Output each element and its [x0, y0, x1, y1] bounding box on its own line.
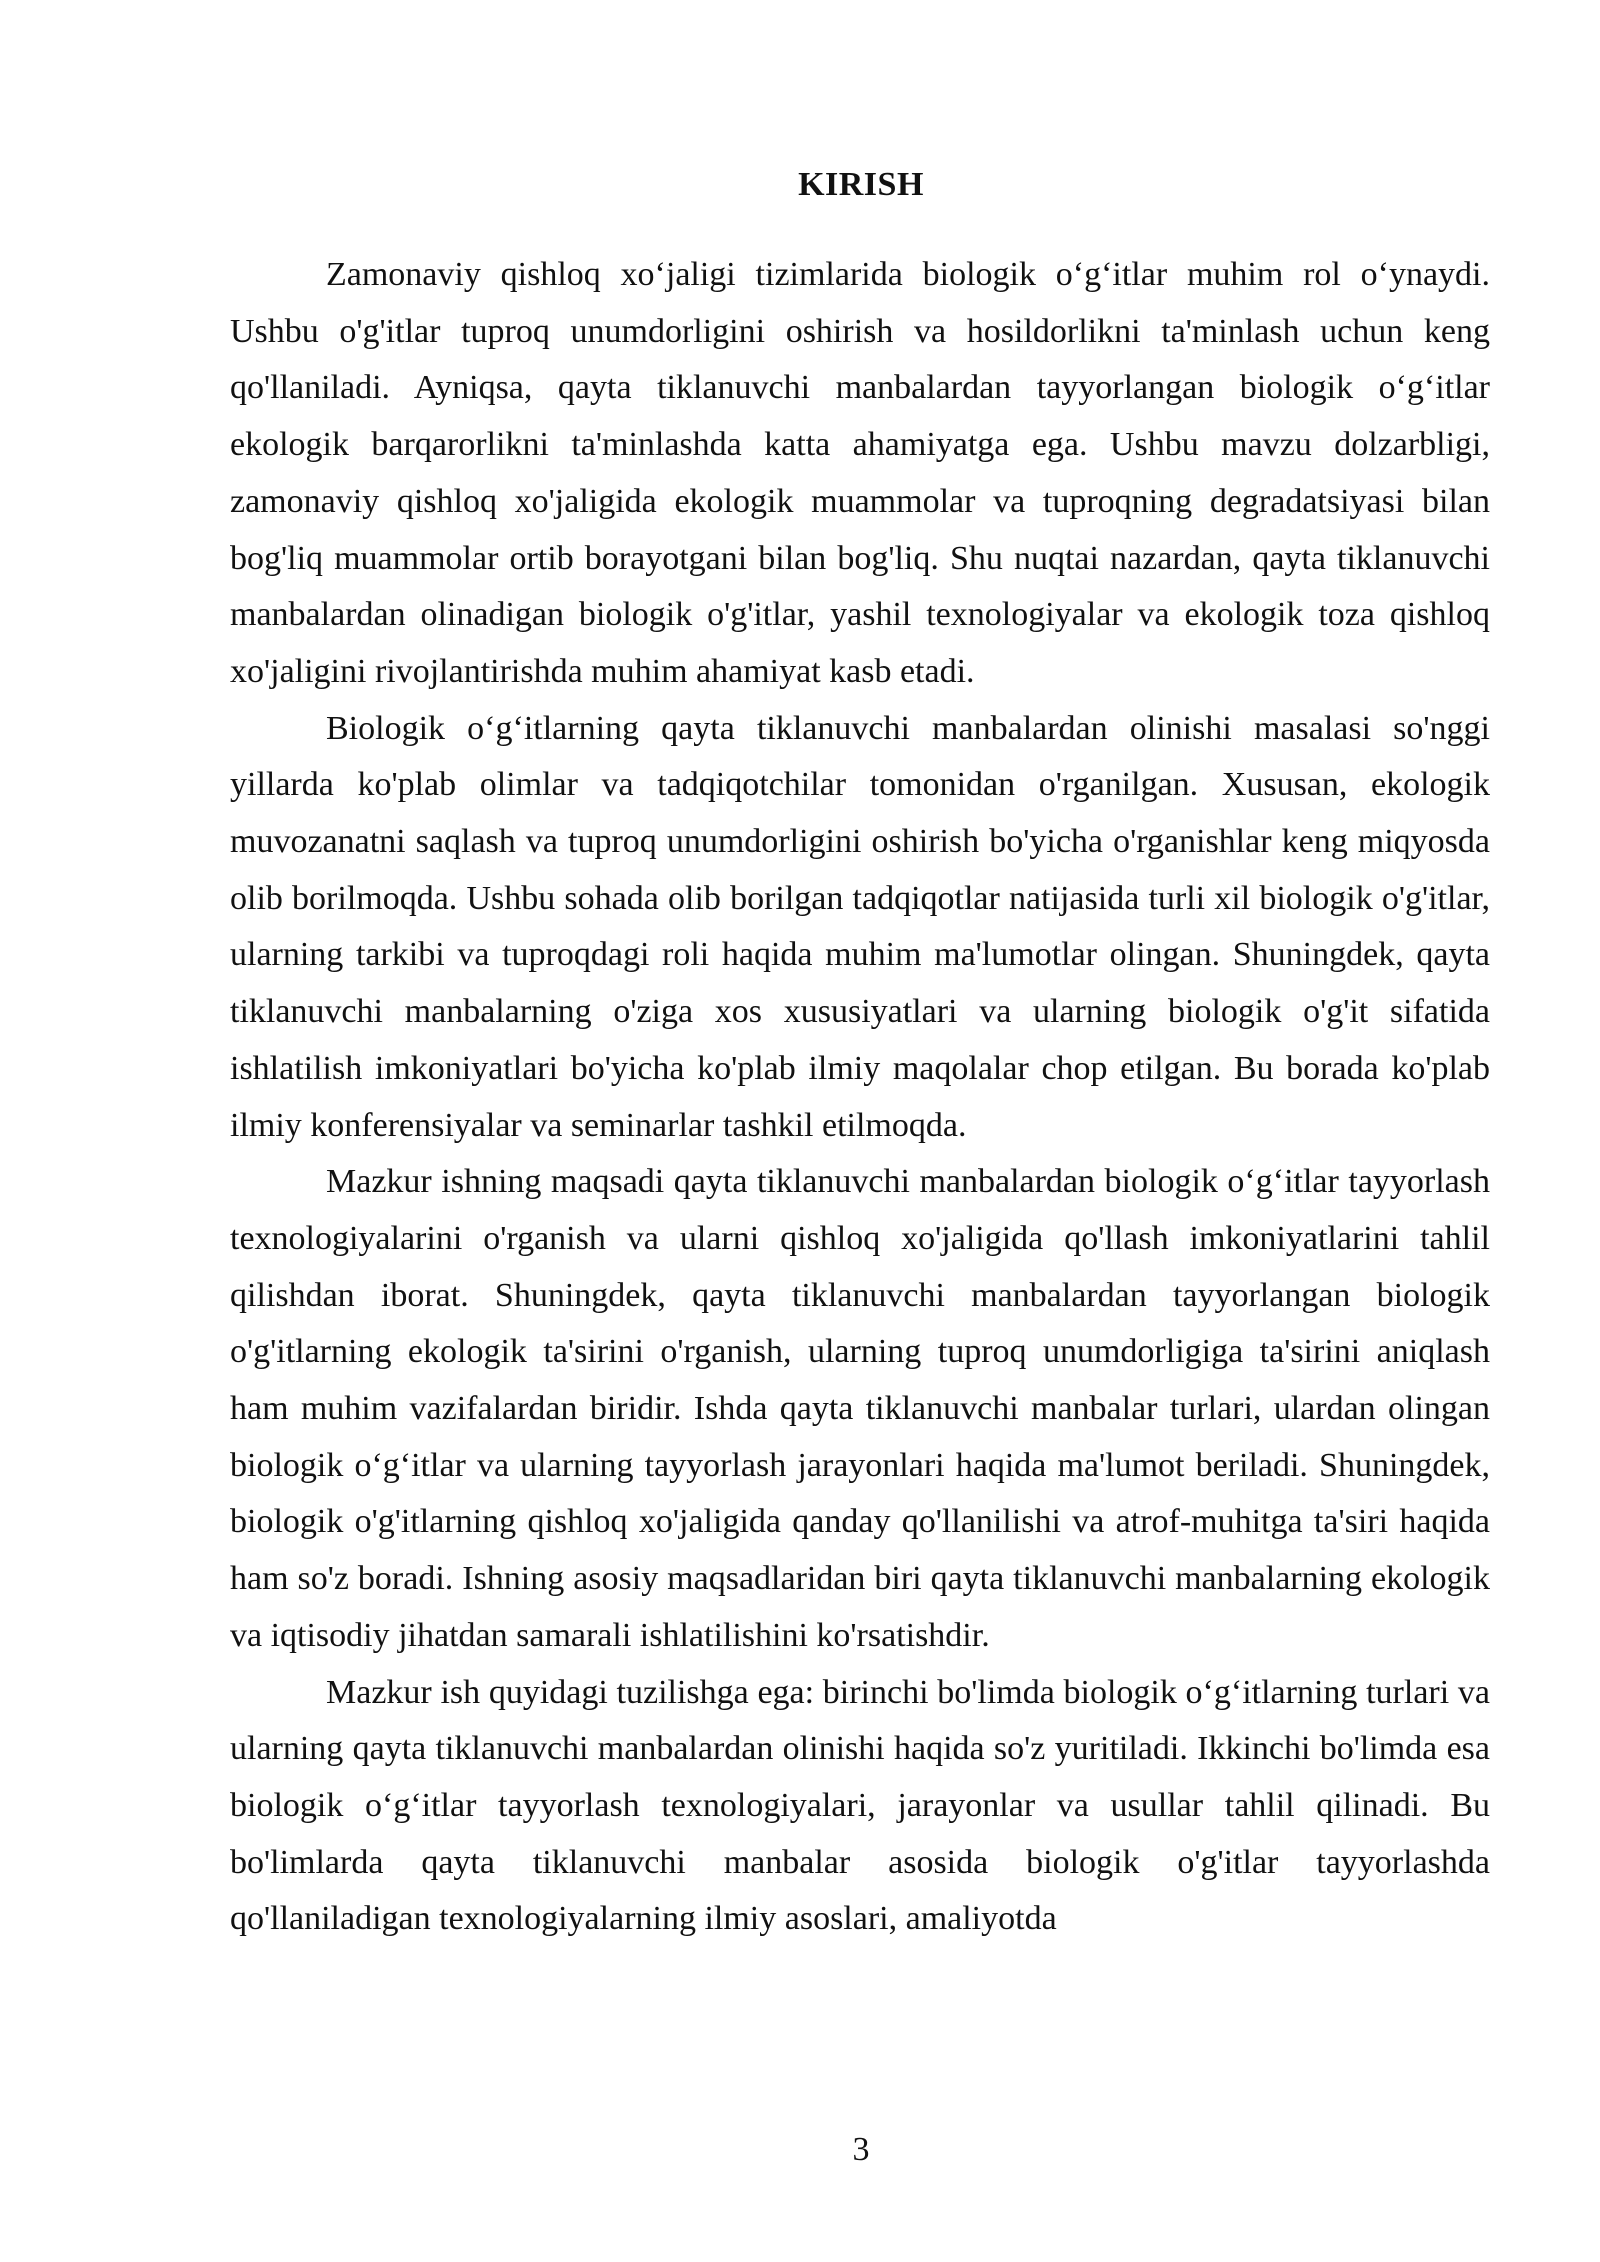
paragraph-2: Biologik o‘g‘itlarning qayta tiklanuvchi manbalardan olinishi masalasi so'nggi yillarda ko'plab olimlar va tadqiqotchilar tomonidan o'rganilgan. Xususan, ekologik muvozanatni saqlash va tuproq unumdorligini oshirish bo'yicha o'rganishlar keng miqyosda olib borilmoqda. Ushbu sohada olib borilgan tadqiqotlar natijasida turli xil biologik o'g'itlar, ularning tarkibi va tuproqdagi roli haqida muhim ma'lumotlar olingan. Shuningdek, qayta tiklanuvchi manbalarning o'ziga xos xususiyatlari va ularning biologik o'g'it sifatida ishlatilish imkoniyatlari bo'yicha ko'plab ilmiy maqolalar chop etilgan. Bu borada ko'plab ilmiy konferensiyalar va seminarlar tashkil etilmoqda.	[230, 709, 1490, 1144]
page-number: 3	[852, 2131, 870, 2168]
body-text	[230, 247, 1490, 1948]
paragraph-1: Zamonaviy qishloq xo‘jaligi tizimlarida biologik o‘g‘itlar muhim rol o‘ynaydi. Ushbu o'g'itlar tuproq unumdorligini oshirish va hosildorlikni ta'minlash uchun keng qo'llaniladi. Ayniqsa, qayta tiklanuvchi manbalardan tayyorlangan biologik o‘g‘itlar ekologik barqarorlikni ta'minlashda katta ahamiyatga ega. Ushbu mavzu dolzarbligi, zamonaviy qishloq xo'jaligida ekologik muammolar va tuproqning degradatsiyasi bilan bog'liq muammolar ortib borayotgani bilan bog'liq. Shu nuqtai nazardan, qayta tiklanuvchi manbalardan olinadigan biologik o'g'itlar, yashil texnologiyalar va ekologik toza qishloq xo'jaligini rivojlantirishda muhim ahamiyat kasb etadi.	[230, 256, 1490, 690]
section-title: KIRISH	[798, 166, 924, 203]
paragraph-4: Mazkur ish quyidagi tuzilishga ega: birinchi bo'limda biologik o‘g‘itlarning turlari va ularning qayta tiklanuvchi manbalardan olinishi haqida so'z yuritiladi. Ikkinchi bo'limda esa biologik o‘g‘itlar tayyorlash texnologiyalari, jarayonlar va usullar tahlil qilinadi. Bu bo'limlarda qayta tiklanuvchi manbalar asosida biologik o'g'itlar tayyorlashda qo'llaniladigan texnologiyalarning ilmiy asoslari, amaliyotda	[230, 1673, 1490, 1938]
paragraph-3: Mazkur ishning maqsadi qayta tiklanuvchi manbalardan biologik o‘g‘itlar tayyorlash texnologiyalarini o'rganish va ularni qishloq xo'jaligida qo'llash imkoniyatlarini tahlil qilishdan iborat. Shuningdek, qayta tiklanuvchi manbalardan tayyorlangan biologik o'g'itlarning ekologik ta'sirini o'rganish, ularning tuproq unumdorligiga ta'sirini aniqlash ham muhim vazifalardan biridir. Ishda qayta tiklanuvchi manbalar turlari, ulardan olingan biologik o‘g‘itlar va ularning tayyorlash jarayonlari haqida ma'lumot beriladi. Shuningdek, biologik o'g'itlarning qishloq xo'jaligida qanday qo'llanilishi va atrof-muhitga ta'siri haqida ham so'z boradi. Ishning asosiy maqsadlaridan biri qayta tiklanuvchi manbalarning ekologik va iqtisodiy jihatdan samarali ishlatilishini ko'rsatishdir.	[230, 1163, 1490, 1654]
